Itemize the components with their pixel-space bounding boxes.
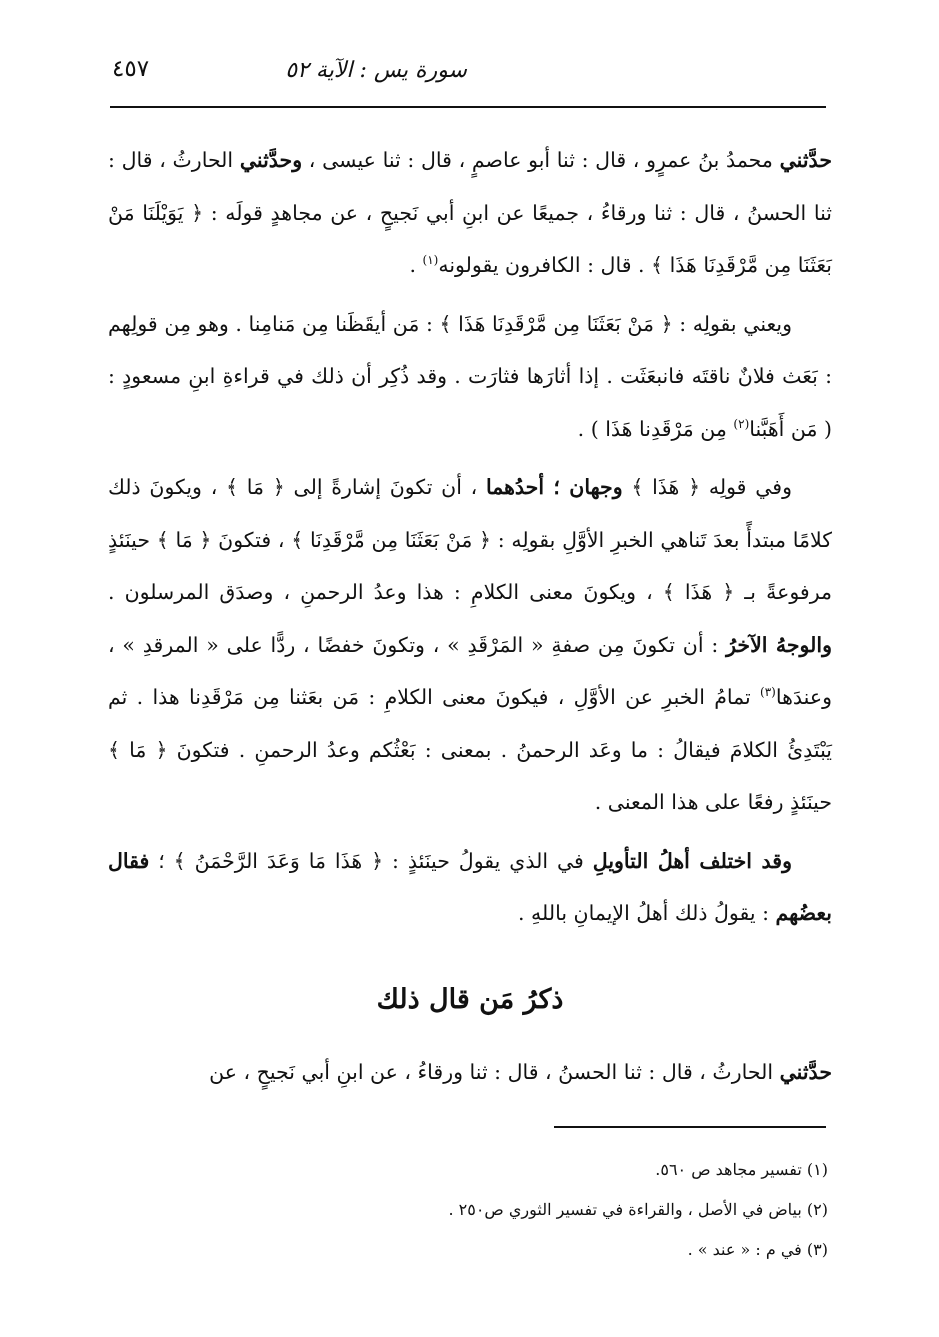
- footnote-1: (١) تفسير مجاهد ص ٥٦٠.: [655, 1160, 828, 1179]
- paragraph-1-part: محمدُ بنُ عمرٍو ، قال : ثنا أبو عاصمٍ ، قال : ثنا عيسى ،: [302, 148, 773, 172]
- paragraph-3-tail: تمامُ الخبرِ عن الأوَّلِ ، فيكونَ معنى الكلامِ : مَن بعَثنا مِن مَرْقَدِنا هذا . ثم يَبْتَدِئُ الكلامَ فيقالُ : ما وعَد الرحمنُ . بمعنى : بَعْثُكم وعدُ الرحمنِ . فتكونَ ﴿ مَا ﴾ حينَئذٍ رفعًا على هذا المعنى .: [108, 685, 832, 814]
- section-paragraph-text: الحارثُ ، قال : ثنا الحسنُ ، قال : ثنا ورقاءُ ، عن ابنِ أبي نَجيحٍ ، عن: [209, 1060, 780, 1084]
- paragraph-4-part: : يقولُ ذلك أهلُ الإيمانِ باللهِ .: [518, 901, 776, 925]
- section-paragraph-lead: حدَّثني: [779, 1060, 832, 1084]
- footnotes: [108, 1150, 828, 1270]
- paragraph-1-part: الحارثُ ، قال : ثنا الحسنُ ، قال : ثنا ورقاءُ ، جميعًا عن ابنِ أبي نَجيحٍ ، عن مجاهدٍ قولَه : ﴿ يَوَيْلَنَا مَنْ بَعَثَنَا مِن مَّرْقَدِنَا هَذَا ﴾ . قال : الكافرون يقولونه: [108, 148, 832, 277]
- paragraph-1: [108, 134, 832, 292]
- page-number: ٤٥٧: [112, 56, 150, 82]
- paragraph-2-text: ويعني بقولِه : ﴿ مَنْ بَعَثَنَا مِن مَّرْقَدِنَا هَذَا ﴾ : مَن أيقَظَنا مِن مَنامِنا . وهو مِن قولِهم : بَعَث فلانٌ ناقتَه فانبعَثَت . إذا أثارَها فثارَت . وقد ذُكِر أن ذلك في قراءةِ ابنِ مسعودٍ : ( مَن أَهَبَّنا: [108, 311, 832, 441]
- paragraph-3-part: ، أن تكونَ إشارةً إلى ﴿ مَا ﴾ ، ويكونَ ذلك كلامًا مبتدأً بعدَ تَناهي الخبرِ الأوَّلِ بقولِه : ﴿ مَنْ بَعَثَنَا مِن مَّرْقَدِنَا ﴾ ، فتكونَ ﴿ مَا ﴾ حينَئذٍ مرفوعةً بـ ﴿ هَذَا ﴾ ، ويكونَ معنى الكلامِ : هذا وعدُ الرحمنِ ، وصدَق المرسلون .: [108, 475, 832, 604]
- paragraph-1-part-bold: وحدَّثني: [239, 148, 303, 172]
- paragraph-3-part-bold: وجهان ؛ أحدُهما: [486, 475, 623, 499]
- paragraph-4-part: في الذي يقولُ حينَئذٍ : ﴿ هَذَا مَا وَعَدَ الرَّحْمَنُ ﴾ ؛: [149, 848, 593, 873]
- footnote-2: (٢) بياض في الأصل ، والقراءة في تفسير الثوري ص٢٥٠ .: [448, 1200, 828, 1219]
- section-heading: ذكرُ مَن قال ذلك: [376, 984, 564, 1015]
- paragraph-3-part-bold: والوجهُ الآخرُ: [726, 632, 832, 657]
- paragraph-3-part: وفي قولِه ﴿ هَذَا ﴾: [622, 475, 792, 499]
- footnote-mark-3[interactable]: (٣): [760, 685, 776, 700]
- paragraph-4: [108, 835, 832, 940]
- paragraph-2-tail: مِن مَرْقَدِنا هَذَا ) .: [577, 416, 734, 441]
- paragraph-3-part: : أن تكونَ مِن صفةِ « المَرْقَدِ » ، وتكونَ خفضًا ، ردًّا على « المرقدِ » ، وعندَها: [108, 632, 832, 709]
- running-title: سورة يس : الآية ٥٢: [285, 58, 467, 83]
- footnote-mark-2[interactable]: (٢): [733, 416, 750, 431]
- paragraph-4-part-bold: وقد اختلف أهلُ التأويلِ: [592, 848, 793, 873]
- paragraph-1-tail: .: [409, 253, 423, 277]
- paragraph-3: [108, 461, 832, 829]
- header-rule: [110, 106, 826, 108]
- paragraph-4-part-bold: فقال بعضُهم: [108, 848, 832, 925]
- paragraph-1-lead: حدَّثني: [779, 148, 832, 172]
- paragraph-2: [108, 298, 832, 456]
- page-header: [112, 52, 827, 96]
- section-paragraph: [108, 1046, 832, 1098]
- footnote-mark-1[interactable]: (١): [422, 253, 439, 268]
- footnote-rule: [554, 1126, 826, 1128]
- footnote-3: (٣) في م : « عند » .: [687, 1240, 828, 1259]
- main-text: [108, 134, 832, 946]
